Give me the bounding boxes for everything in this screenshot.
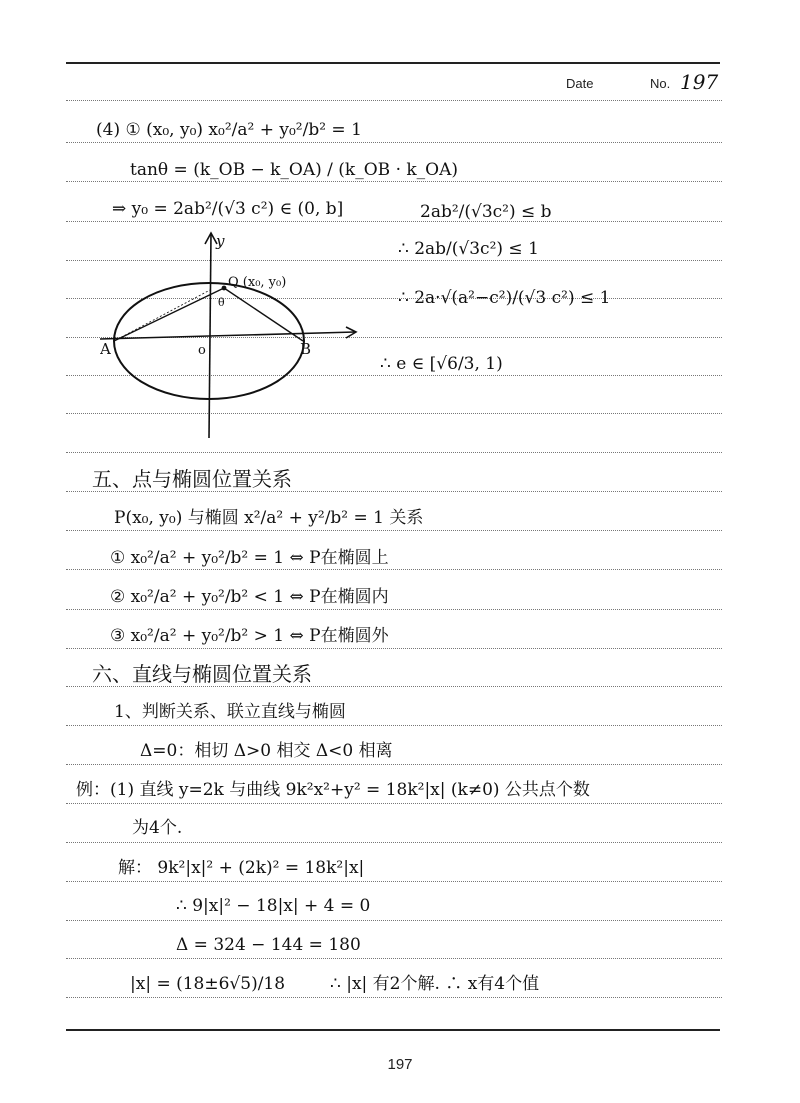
ruling-line bbox=[66, 764, 722, 765]
section-5-case-outside: ③ x₀²/a² + y₀²/b² > 1 ⇔ P在椭圆外 bbox=[110, 626, 389, 646]
page-number-handwritten: 197 bbox=[680, 70, 719, 94]
ruling-line bbox=[66, 958, 722, 959]
y-axis bbox=[209, 234, 211, 438]
ruling-line bbox=[66, 997, 722, 998]
solution-step-3: Δ = 324 − 144 = 180 bbox=[176, 935, 361, 955]
x-axis bbox=[100, 332, 355, 339]
ruling-line bbox=[66, 530, 722, 531]
line-tan-theta: tanθ = (k_OB − k_OA) / (k_OB · k_OA) bbox=[130, 160, 459, 180]
line-AQ bbox=[114, 288, 224, 341]
ruling-line bbox=[66, 221, 722, 222]
section-6-heading: 六、直线与椭圆位置关系 bbox=[92, 662, 312, 686]
origin-label: o bbox=[198, 343, 206, 358]
line-4-condition: (4) ① (x₀, y₀) x₀²/a² + y₀²/b² = 1 bbox=[96, 120, 362, 140]
ruling-line bbox=[66, 881, 722, 882]
point-b-label: B bbox=[300, 340, 312, 358]
line-QB bbox=[224, 288, 303, 341]
header-rule bbox=[66, 62, 720, 64]
ruling-line bbox=[66, 142, 722, 143]
ellipse-diagram bbox=[100, 228, 370, 443]
ineq-3: ∴ 2a·√(a²−c²)/(√3 c²) ≤ 1 bbox=[398, 288, 611, 308]
date-label: Date bbox=[566, 76, 594, 91]
ruling-line bbox=[66, 803, 722, 804]
section-5-heading: 五、点与椭圆位置关系 bbox=[92, 467, 292, 491]
solution-conclusion: ∴ |x| 有2个解. ∴ x有4个值 bbox=[330, 974, 540, 994]
section-5-case-on: ① x₀²/a² + y₀²/b² = 1 ⇔ P在椭圆上 bbox=[110, 548, 389, 568]
eccentricity-range: ∴ e ∈ [√6/3, 1) bbox=[380, 354, 503, 374]
example-1-answer: 为4个. bbox=[132, 818, 183, 838]
ruling-line bbox=[66, 569, 722, 570]
ineq-1: 2ab²/(√3c²) ≤ b bbox=[420, 202, 552, 222]
section-5-case-inside: ② x₀²/a² + y₀²/b² < 1 ⇔ P在椭圆内 bbox=[110, 587, 389, 607]
solution-step-4: |x| = (18±6√5)/18 bbox=[130, 974, 286, 994]
footer-page-number: 197 bbox=[387, 1056, 413, 1073]
section-6-discriminant: Δ=0：相切 Δ>0 相交 Δ<0 相离 bbox=[140, 741, 393, 761]
ruling-line bbox=[66, 452, 722, 453]
section-6-method: 1、判断关系、联立直线与椭圆 bbox=[114, 702, 346, 722]
ruling-line bbox=[66, 491, 722, 492]
ruling-line bbox=[66, 100, 722, 101]
solution-step-2: ∴ 9|x|² − 18|x| + 4 = 0 bbox=[176, 896, 371, 916]
ruling-line bbox=[66, 181, 722, 182]
ineq-2: ∴ 2ab/(√3c²) ≤ 1 bbox=[398, 239, 539, 259]
section-5-relation: P(x₀, y₀) 与椭圆 x²/a² + y²/b² = 1 关系 bbox=[114, 508, 424, 528]
point-a-label: A bbox=[100, 340, 111, 358]
point-q bbox=[222, 286, 227, 291]
ruling-line bbox=[66, 920, 722, 921]
ruling-line bbox=[66, 686, 722, 687]
footer-rule bbox=[66, 1029, 720, 1031]
ruling-line bbox=[66, 725, 722, 726]
example-1-problem: 例：(1) 直线 y=2k 与曲线 9k²x²+y² = 18k²|x| (k≠0) 公共点个数 bbox=[76, 780, 590, 800]
y-axis-label: y bbox=[216, 232, 225, 250]
number-label: No. bbox=[650, 76, 671, 91]
theta-label: θ bbox=[218, 296, 225, 309]
solution-step-1: 解： 9k²|x|² + (2k)² = 18k²|x| bbox=[118, 858, 365, 878]
ruling-line bbox=[66, 648, 722, 649]
ruling-line bbox=[66, 609, 722, 610]
point-q-label: Q (x₀, y₀) bbox=[228, 275, 287, 290]
line-AO-helper bbox=[114, 290, 210, 341]
ruling-line bbox=[66, 842, 722, 843]
line-y0-result: ⇒ y₀ = 2ab²/(√3 c²) ∈ (0, b] bbox=[112, 199, 344, 219]
